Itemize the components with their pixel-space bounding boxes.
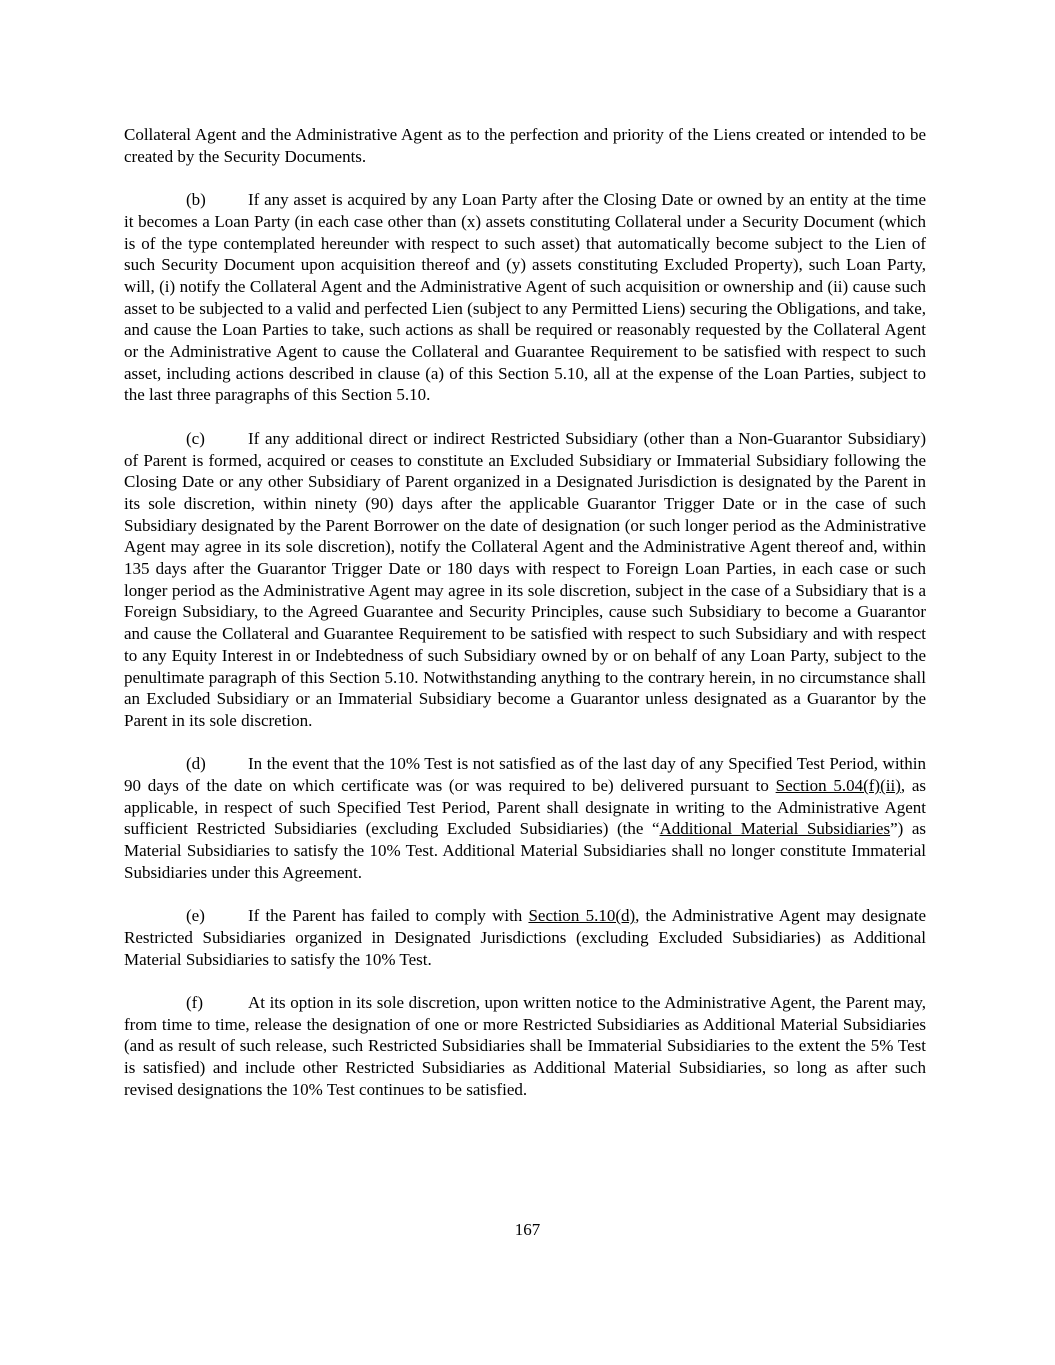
paragraph-b-text: If any asset is acquired by any Loan Party after the Closing Date or owned by an entity at the time it becomes a Loan Party (in each case other than (x) assets constituting Collateral under a Security Document (which is of the type contemplated hereunder with respect to such asset) that automatically become subject to the Lien of such Security Document upon acquisition thereof and (y) assets constituting Excluded Property), such Loan Party, will, (i) notify the Collateral Agent and the Administrative Agent of such acquisition or ownership and (ii) cause such asset to be subjected to a valid and perfected Lien (subject to any Permitted Liens) securing the Obligations, and take, and cause the Loan Parties to take, such actions as shall be required or reasonably requested by the Collateral Agent or the Administrative Agent to cause the Collateral and Guarantee Requirement to be satisfied with respect to such asset, including actions described in clause (a) of this Section 5.10, all at the expense of the Loan Parties, subject to the last three paragraphs of this Section 5.10.	[124, 190, 926, 405]
paragraph-f-text: At its option in its sole discretion, upon written notice to the Administrative Agent, the Parent may, from time to time, release the designation of one or more Restricted Subsidiaries as Additional Material Subsidiaries (and as result of such release, such Restricted Subsidiaries shall be Immaterial Subsidiaries to the extent the 5% Test is satisfied) and include other Restricted Subsidiaries as Additional Material Subsidiaries, so long as after such revised designations the 10% Test continues to be satisfied.	[124, 993, 926, 1099]
document-body	[124, 124, 926, 1122]
paragraph-d-text-3: ”) as Material Subsidiaries to satisfy the 10% Test. Additional Material Subsidiaries shall no longer constitute Immaterial Subsidiaries under this Agreement.	[124, 819, 927, 882]
paragraph-e	[124, 905, 926, 970]
defined-term: Additional Material Subsidiaries	[659, 819, 891, 839]
paragraph-b	[124, 189, 926, 406]
paragraph-d-label: (d)	[186, 754, 206, 774]
paragraph-d	[124, 753, 926, 883]
paragraph-c-text: If any additional direct or indirect Restricted Subsidiary (other than a Non-Guarantor Subsidiary) of Parent is formed, acquired or ceases to constitute an Excluded Subsidiary or Immaterial Subsidiary following the Closing Date or any other Subsidiary of Parent organized in a Designated Jurisdiction is designated by the Parent in its sole discretion, within ninety (90) days after the applicable Guarantor Trigger Date or in the case of such Subsidiary designated by the Parent Borrower on the date of designation (or such longer period as the Administrative Agent may agree in its sole discretion), notify the Collateral Agent and the Administrative Agent thereof and, within 135 days after the Guarantor Trigger Date or 180 days with respect to Foreign Loan Parties, in each case or such longer period as the Administrative Agent may agree in its sole discretion, subject in the case of a Subsidiary that is a Foreign Subsidiary, to the Agreed Guarantee and Security Principles, cause such Subsidiary to become a Guarantor and cause the Collateral and Guarantee Requirement to be satisfied with respect to such Subsidiary and with respect to any Equity Interest in or Indebtedness of such Subsidiary owned by or on behalf of any Loan Party, subject to the penultimate paragraph of this Section 5.10. Notwithstanding anything to the contrary herein, in no circumstance shall an Excluded Subsidiary or an Immaterial Subsidiary become a Guarantor unless designated as a Guarantor by the Parent in its sole discretion.	[124, 428, 926, 730]
intro-paragraph: Collateral Agent and the Administrative Agent as to the perfection and priority of the Liens created or intended to be created by the Security Documents.	[124, 125, 926, 166]
paragraph-c-label: (c)	[186, 428, 205, 448]
paragraph-b-label: (b)	[186, 190, 206, 210]
paragraph-f	[124, 992, 926, 1101]
paragraph-f-label: (f)	[186, 993, 203, 1013]
paragraph-e-text-2: , the Administrative Agent may designate Restricted Subsidiaries organized in Designated Jurisdictions (excluding Excluded Subsidiaries) as Additional Material Subsidiaries to satisfy the 10% Test.	[124, 906, 926, 969]
section-reference-link: Section 5.04(f)(ii)	[775, 776, 901, 796]
paragraph-d-text-2: , as applicable, in respect of such Specified Test Period, Parent shall designate in writing to the Administrative Agent sufficient Restricted Subsidiaries (excluding Excluded Subsidiaries) (the “	[124, 776, 927, 839]
paragraph-e-label: (e)	[186, 906, 205, 926]
page-number: 167	[514, 1220, 541, 1239]
paragraph-e-text-1: If the Parent has failed to comply with	[248, 906, 529, 926]
paragraph-d-text-1: In the event that the 10% Test is not satisfied as of the last day of any Specified Test Period, within 90 days of the date on which certificate was (or was required to be) delivered pursuant to	[124, 754, 926, 796]
section-reference-link: Section 5.10(d)	[528, 906, 636, 926]
paragraph-c	[124, 428, 926, 732]
